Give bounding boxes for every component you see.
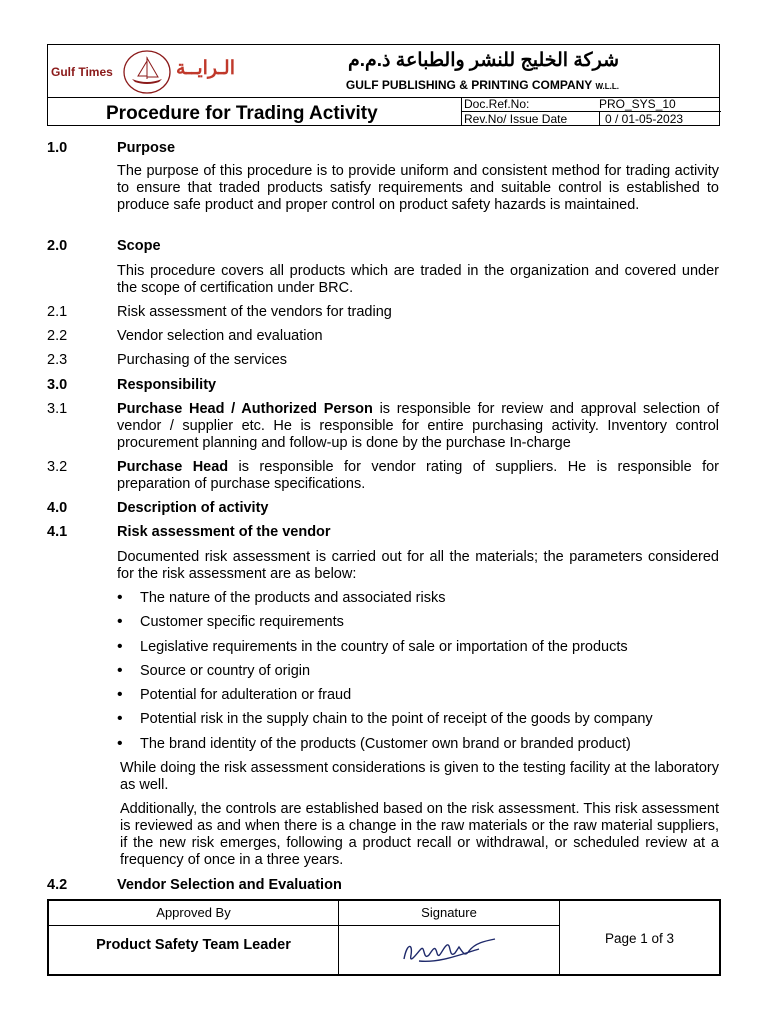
- subsection-title: Risk assessment of the vendor: [117, 524, 331, 540]
- item-number: 3.2: [47, 459, 68, 475]
- risk-intro-text: Documented risk assessment is carried out for all the materials; the parameters considered for the risk assessment are as below:: [117, 549, 719, 582]
- document-meta-table: [461, 97, 721, 126]
- header-logo-row: [48, 45, 719, 98]
- section-number: 4.0: [47, 500, 68, 516]
- revision-label: Rev.No/ Issue Date: [464, 112, 568, 126]
- responsibility-text: Purchase Head is responsible for vendor rating of suppliers. He is responsible for preparation of purchase specifications.: [117, 459, 719, 492]
- bullet-icon: •: [117, 710, 123, 727]
- item-number: 2.3: [47, 352, 68, 368]
- bullet-icon: •: [117, 686, 123, 703]
- section-number: 2.0: [47, 238, 68, 254]
- page-number: Page 1 of 3: [604, 931, 675, 946]
- section-title: Purpose: [117, 140, 176, 156]
- section-title: Description of activity: [117, 500, 269, 516]
- dhow-emblem-icon: [122, 49, 172, 95]
- signature-scribble: [399, 933, 499, 971]
- bullet-icon: •: [117, 662, 123, 679]
- bullet-icon: •: [117, 589, 123, 606]
- item-number: 2.1: [47, 304, 68, 320]
- role-name: Purchase Head / Authorized Person: [117, 401, 373, 417]
- signature-cell: [339, 901, 560, 974]
- scope-text: This procedure covers all products which are traded in the organization and covered under the scope of certification under BRC.: [117, 263, 719, 296]
- approval-footer-table: [47, 899, 721, 976]
- approved-by-value: Product Safety Team Leader: [96, 937, 291, 953]
- company-name-english: GULF PUBLISHING & PRINTING COMPANY W.L.L.: [345, 78, 619, 92]
- role-name: Purchase Head: [117, 459, 229, 475]
- item-number: 3.1: [47, 401, 68, 417]
- section-title: Responsibility: [117, 377, 217, 393]
- responsibility-text: Purchase Head / Authorized Person is responsible for review and approval selection of vendor / supplier etc. He is responsible for entire purchasing activity. Inventory control procurement planning and follow-up is done by the purchase In-charge: [117, 401, 719, 451]
- item-number: 2.2: [47, 328, 68, 344]
- section-number: 1.0: [47, 140, 68, 156]
- doc-ref-value: PRO_SYS_10: [599, 97, 676, 111]
- purpose-text: The purpose of this procedure is to provide uniform and consistent method for trading activity to ensure that traded products satisfy requirements and suitable control is established to produce safe product and proper control on product safety hazards is maintained.: [117, 163, 719, 213]
- bullet-icon: •: [117, 613, 123, 630]
- bullet-icon: •: [117, 735, 123, 752]
- section-number: 3.0: [47, 377, 68, 393]
- testing-facility-text: While doing the risk assessment considerations is given to the testing facility at the laboratory as well.: [120, 760, 719, 793]
- gulf-times-logo: Gulf Times: [51, 65, 113, 79]
- approved-by-cell: [49, 901, 339, 974]
- bullet-icon: •: [117, 638, 123, 655]
- subsection-number: 4.1: [47, 524, 68, 540]
- item-text: Vendor selection and evaluation: [117, 328, 323, 344]
- revision-row: [462, 112, 721, 126]
- subsection-title: Vendor Selection and Evaluation: [117, 877, 342, 893]
- signature-label: Signature: [339, 901, 559, 926]
- item-text: Purchasing of the services: [117, 352, 288, 368]
- revision-value: 0 / 01-05-2023: [599, 112, 683, 126]
- document-header: [47, 44, 720, 126]
- al-raya-logo: الـرايــة: [176, 58, 236, 79]
- doc-ref-label: Doc.Ref.No:: [464, 97, 530, 111]
- controls-text: Additionally, the controls are established based on the risk assessment. This risk assessment is reviewed as and when there is a change in the raw materials or the raw material suppliers, if the new risk emerges, following a product recall or withdrawal, or scheduled review at a frequency of once in a three years.: [120, 801, 719, 868]
- approved-by-label: Approved By: [49, 901, 338, 926]
- subsection-number: 4.2: [47, 877, 68, 893]
- section-title: Scope: [117, 238, 161, 254]
- company-name-arabic: شركة الخليج للنشر والطباعة ذ.م.م: [347, 50, 619, 71]
- document-title: Procedure for Trading Activity: [106, 103, 378, 124]
- item-text: Risk assessment of the vendors for trading: [117, 304, 392, 320]
- doc-ref-row: [462, 97, 721, 112]
